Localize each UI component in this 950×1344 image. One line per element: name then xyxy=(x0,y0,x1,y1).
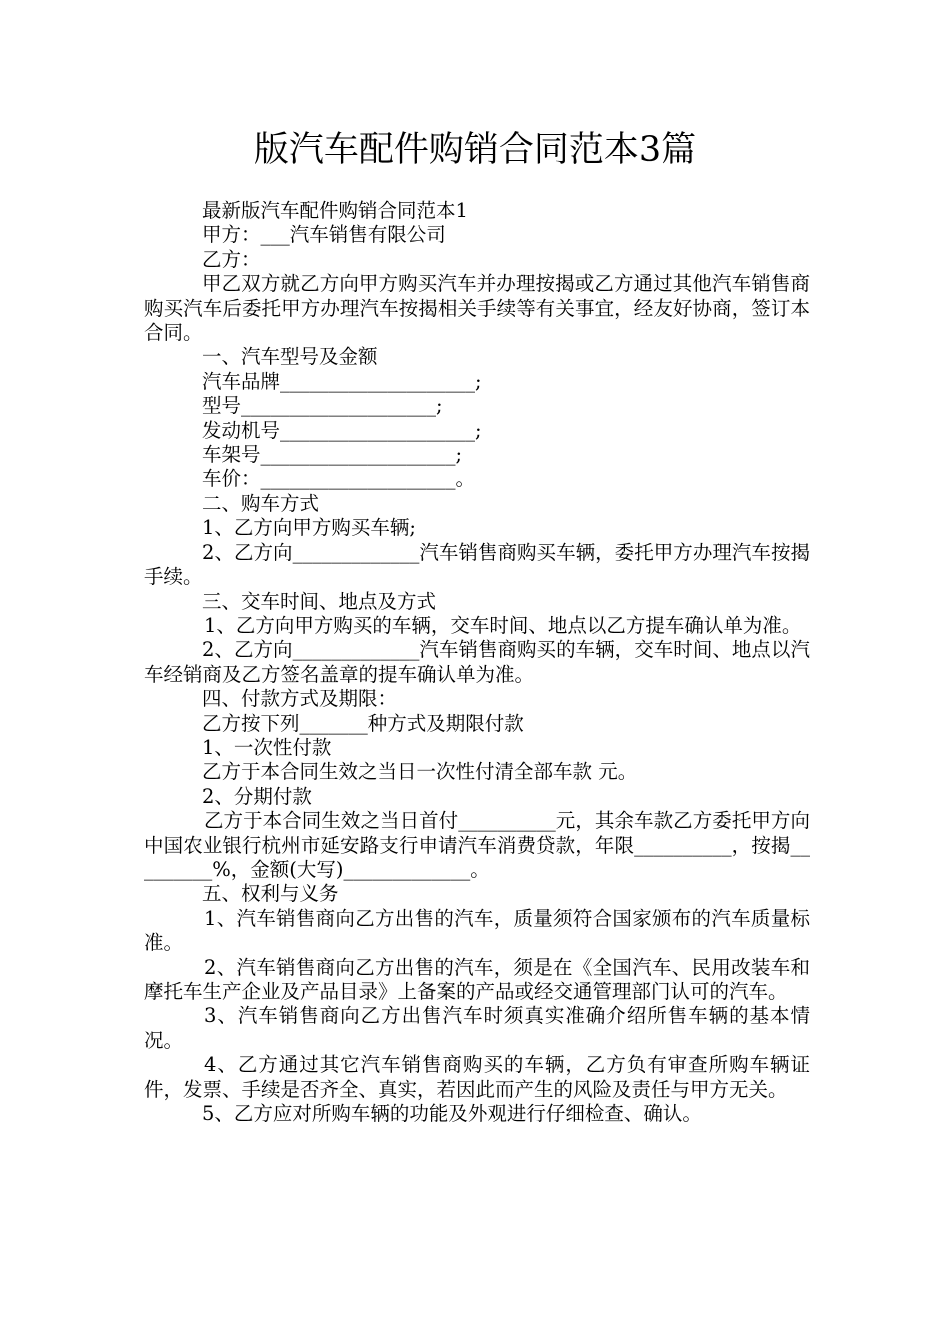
obligation-clause-2: 2、汽车销售商向乙方出售的汽车，须是在《全国汽车、民用改装车和摩托车生产企业及产品目录》上备案的产品或经交通管理部门认可的汽车。 xyxy=(144,955,810,1003)
document-title: 版汽车配件购销合同范本3篇 xyxy=(253,130,697,170)
section-heading-1: 一、汽车型号及金额 xyxy=(202,345,378,369)
party-b-line: 乙方： xyxy=(202,247,261,271)
payment-method-line: 乙方按下列_______种方式及期限付款 xyxy=(202,711,524,735)
section-heading-3: 三、交车时间、地点及方式 xyxy=(202,589,437,613)
installment-heading: 2、分期付款 xyxy=(202,784,312,808)
frame-number-field: 车架号____________________; xyxy=(202,443,463,467)
party-a-line: 甲方：___汽车销售有限公司 xyxy=(202,223,446,247)
lump-sum-clause: 乙方于本合同生效之当日一次性付清全部车款 元。 xyxy=(202,760,638,784)
purchase-method-2: 2、乙方向_____________汽车销售商购买车辆，委托甲方办理汽车按揭手续。 xyxy=(144,540,810,589)
lump-sum-heading: 1、一次性付款 xyxy=(202,735,332,759)
obligation-clause-3: 3、汽车销售商向乙方出售汽车时须真实准确介绍所售车辆的基本情况。 xyxy=(144,1004,810,1052)
delivery-clause-1: 1、乙方向甲方购买的车辆，交车时间、地点以乙方提车确认单为准。 xyxy=(204,613,802,637)
installment-clause: 乙方于本合同生效之当日首付__________元，其余车款乙方委托甲方向中国农业银行杭州市延安路支行申请汽车消费贷款，年限__________，按揭_________%，金额(大写)_____________。 xyxy=(144,809,810,881)
preamble-paragraph: 甲乙双方就乙方向甲方购买汽车并办理按揭或乙方通过其他汽车销售商购买汽车后委托甲方办理汽车按揭相关手续等有关事宜，经友好协商，签订本合同。 xyxy=(144,272,810,345)
contract-subtitle: 最新版汽车配件购销合同范本1 xyxy=(202,199,468,222)
document-body xyxy=(144,199,810,1126)
section-heading-2: 二、购车方式 xyxy=(202,491,320,515)
purchase-method-1: 1、乙方向甲方购买车辆; xyxy=(202,516,416,540)
car-model-field: 型号____________________; xyxy=(202,394,443,418)
obligation-clause-4: 4、乙方通过其它汽车销售商购买的车辆，乙方负有审查所购车辆证件，发票、手续是否齐全、真实，若因此而产生的风险及责任与甲方无关。 xyxy=(144,1053,810,1101)
engine-number-field: 发动机号____________________; xyxy=(202,418,482,442)
obligation-clause-1: 1、汽车销售商向乙方出售的汽车，质量须符合国家颁布的汽车质量标准。 xyxy=(144,906,810,955)
obligation-clause-5: 5、乙方应对所购车辆的功能及外观进行仔细检查、确认。 xyxy=(202,1102,702,1126)
car-brand-field: 汽车品牌____________________; xyxy=(202,369,482,393)
car-price-field: 车价：____________________。 xyxy=(202,467,476,491)
delivery-clause-2: 2、乙方向_____________汽车销售商购买的车辆，交车时间、地点以汽车经销商及乙方签名盖章的提车确认单为准。 xyxy=(144,638,810,686)
section-heading-4: 四、付款方式及期限： xyxy=(202,687,398,711)
section-heading-5: 五、权利与义务 xyxy=(202,882,339,906)
